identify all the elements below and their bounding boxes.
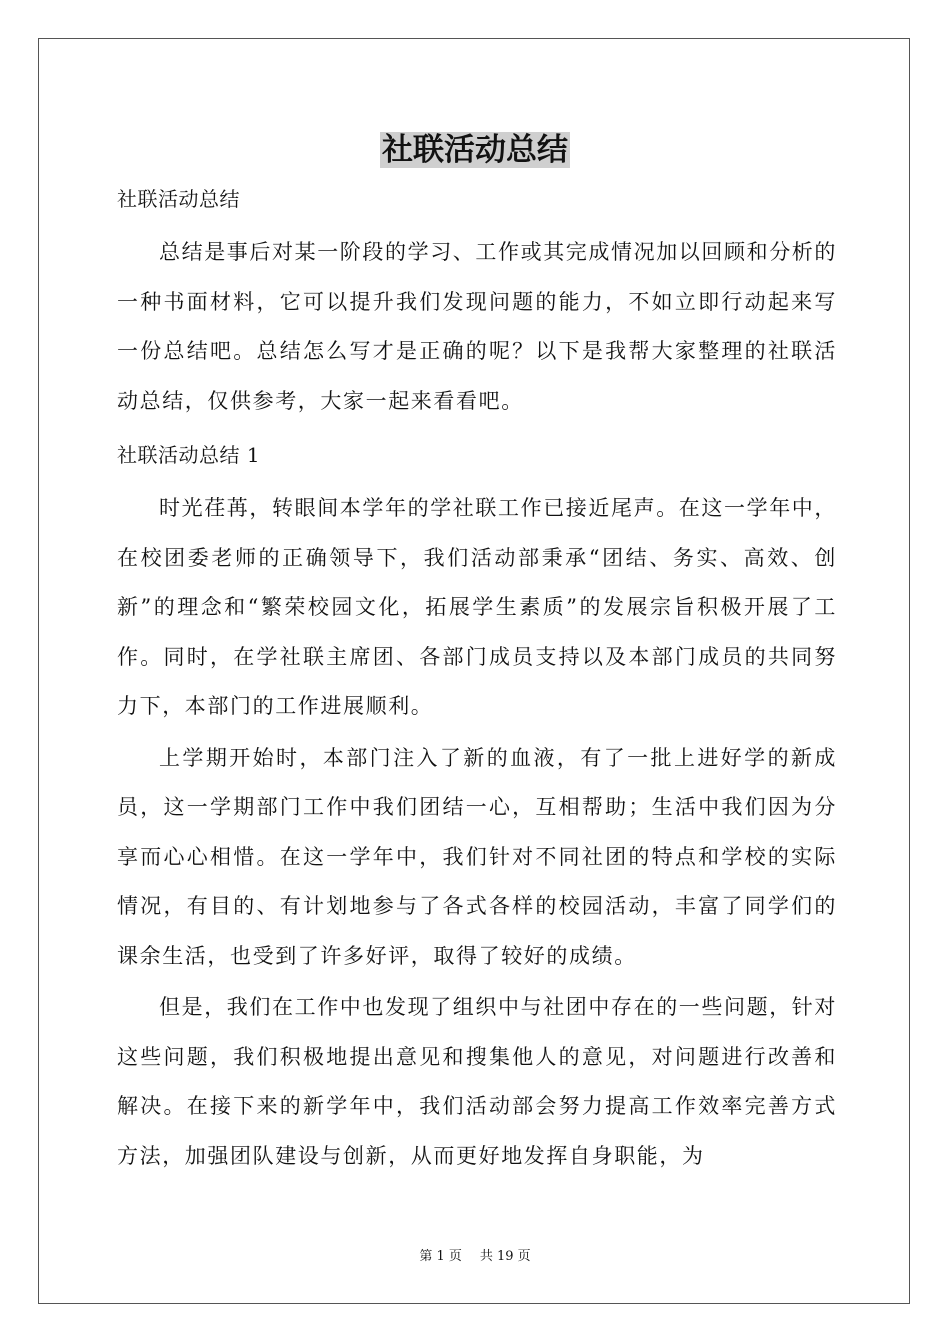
body-paragraph: 但是，我们在工作中也发现了组织中与社团中存在的一些问题，针对这些问题，我们积极地提出意见和搜集他人的意见，对问题进行改善和解决。在接下来的新学年中，我们活动部会努力提高工作效率完善方式方法，加强团队建设与创新，从而更好地发挥自身职能，为 (117, 995, 837, 1168)
page-footer (0, 1248, 950, 1266)
intro-heading: 社联活动总结 (117, 187, 240, 211)
document-title (0, 128, 950, 172)
body-paragraph: 上学期开始时，本部门注入了新的血液，有了一批上进好学的新成员，这一学期部门工作中我们团结一心，互相帮助；生活中我们因为分享而心心相惜。在这一学年中，我们针对不同社团的特点和学校的实际情况，有目的、有计划地参与了各式各样的校园活动，丰富了同学们的课余生活，也受到了许多好评，取得了较好的成绩。 (117, 745, 837, 968)
document-body (117, 180, 837, 1181)
intro-paragraph: 总结是事后对某一阶段的学习、工作或其完成情况加以回顾和分析的一种书面材料，它可以提升我们发现问题的能力，不如立即行动起来写一份总结吧。总结怎么写才是正确的呢？以下是我帮大家整理的社联活动总结，仅供参考，大家一起来看看吧。 (117, 240, 837, 413)
page-number-total: 共 19 页 (479, 1249, 531, 1264)
section-heading: 社联活动总结 1 (117, 443, 261, 467)
body-paragraph: 时光荏苒，转眼间本学年的学社联工作已接近尾声。在这一学年中，在校团委老师的正确领导下，我们活动部秉承“团结、务实、高效、创新”的理念和“繁荣校园文化，拓展学生素质”的发展宗旨积极开展了工作。同时，在学社联主席团、各部门成员支持以及本部门成员的共同努力下，本部门的工作进展顺利。 (117, 496, 837, 718)
page-number-current: 第 1 页 (419, 1249, 462, 1264)
document-title-text: 社联活动总结 (382, 132, 568, 168)
